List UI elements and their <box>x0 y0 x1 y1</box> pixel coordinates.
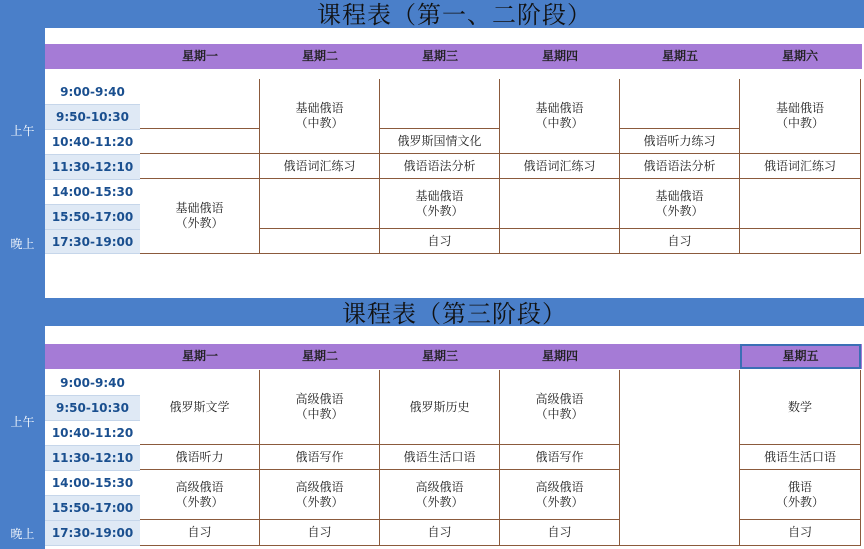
table2-time-3[interactable]: 10:40-11:20 <box>45 421 140 446</box>
course-name: 基础俄语 <box>175 201 224 215</box>
table1-cell[interactable] <box>500 179 620 229</box>
teacher-type: （外教） <box>655 203 704 218</box>
table2-cell-mon-self[interactable]: 自习 <box>140 520 260 546</box>
table2-cell-tue-self[interactable]: 自习 <box>260 520 380 546</box>
course-name: 俄语 <box>787 479 812 494</box>
table1-cell[interactable] <box>260 179 380 229</box>
table1-cell-thu-basic[interactable] <box>500 79 620 154</box>
table2-cell-thu-adv[interactable] <box>500 370 620 445</box>
table2-cell-blank-column[interactable] <box>620 370 740 546</box>
table2-time-4[interactable]: 11:30-12:10 <box>45 446 140 471</box>
table1-cell[interactable] <box>380 79 500 129</box>
teacher-type: （外教） <box>175 216 224 230</box>
table2-cell-tue-adv[interactable] <box>260 370 380 445</box>
morning-label-2: 上午 <box>10 415 35 429</box>
table2-day-fri-selected[interactable]: 星期五 <box>740 344 861 369</box>
table1-time-5[interactable]: 14:00-15:30 <box>45 180 140 205</box>
table2-cell-mon-adv-foreign[interactable] <box>140 470 260 520</box>
table1-time-7[interactable]: 17:30-19:00 <box>45 230 140 254</box>
table1-cell-fri-self[interactable]: 自习 <box>620 229 740 254</box>
table2-cell-fri-math[interactable]: 数学 <box>740 370 861 445</box>
evening-label: 晚上 <box>10 237 35 251</box>
course-name: 高级俄语 <box>295 479 344 494</box>
course-name: 高级俄语 <box>295 392 344 406</box>
teacher-type: （外教） <box>175 494 224 509</box>
table1-day-fri[interactable]: 星期五 <box>661 49 698 63</box>
table2-cell-fri-self[interactable]: 自习 <box>740 520 861 546</box>
table1-cell[interactable] <box>140 154 260 179</box>
table1-cell[interactable] <box>140 129 260 154</box>
teacher-type: （外教） <box>415 203 464 218</box>
table2-time-2[interactable]: 9:50-10:30 <box>45 396 140 421</box>
table2-cell-wed-self[interactable]: 自习 <box>380 520 500 546</box>
table2-cell-mon-lit[interactable]: 俄罗斯文学 <box>140 370 260 445</box>
table2-day-thu[interactable]: 星期四 <box>541 349 578 363</box>
table1-cell-fri-grammar[interactable]: 俄语语法分析 <box>620 154 740 179</box>
table1-cell-wed-basic-foreign[interactable] <box>380 179 500 229</box>
table1-cell-tue-vocab[interactable]: 俄语词汇练习 <box>260 154 380 179</box>
table2-cell-mon-listen[interactable]: 俄语听力 <box>140 445 260 470</box>
table1-cell-fri-basic-foreign[interactable] <box>620 179 740 229</box>
table1-day-mon[interactable]: 星期一 <box>181 49 218 63</box>
table2-cell-fri-oral[interactable]: 俄语生活口语 <box>740 445 861 470</box>
table2-cell-wed-oral[interactable]: 俄语生活口语 <box>380 445 500 470</box>
table1-cell-sat-vocab[interactable]: 俄语词汇练习 <box>740 154 861 179</box>
table1-day-wed[interactable]: 星期三 <box>421 49 458 63</box>
table1-cell[interactable] <box>740 179 861 229</box>
table1-cell[interactable] <box>260 229 380 254</box>
table2-cell-wed-adv-foreign[interactable] <box>380 470 500 520</box>
table1-cell-thu-vocab[interactable]: 俄语词汇练习 <box>500 154 620 179</box>
table1-cell[interactable] <box>140 79 260 129</box>
table1-cell-mon-basic-foreign[interactable] <box>140 179 260 254</box>
teacher-type: （中教） <box>535 407 584 421</box>
table2-day-wed[interactable]: 星期三 <box>421 349 458 363</box>
table2-time-6[interactable]: 15:50-17:00 <box>45 496 140 521</box>
table2-cell-fri-ru-foreign[interactable] <box>740 470 861 520</box>
table1-day-sat[interactable]: 星期六 <box>781 49 818 63</box>
teacher-type: （中教） <box>775 116 824 130</box>
table1-time-6[interactable]: 15:50-17:00 <box>45 205 140 230</box>
table1-cell-wed-culture[interactable]: 俄罗斯国情文化 <box>380 129 500 154</box>
teacher-type: （中教） <box>295 407 344 421</box>
teacher-type: （中教） <box>535 116 584 130</box>
table1-time-3[interactable]: 10:40-11:20 <box>45 130 140 155</box>
table1-time-2[interactable]: 9:50-10:30 <box>45 105 140 130</box>
left-sidebar <box>0 0 45 549</box>
morning-label: 上午 <box>10 124 35 138</box>
table1-cell-wed-grammar[interactable]: 俄语语法分析 <box>380 154 500 179</box>
table2-day-mon[interactable]: 星期一 <box>181 349 218 363</box>
course-name: 基础俄语 <box>535 101 584 115</box>
table1-cell-fri-listening[interactable]: 俄语听力练习 <box>620 129 740 154</box>
table2-cell-tue-adv-foreign[interactable] <box>260 470 380 520</box>
teacher-type: （外教） <box>535 494 584 509</box>
table2-cell-wed-hist[interactable]: 俄罗斯历史 <box>380 370 500 445</box>
table2-cell-thu-write[interactable]: 俄语写作 <box>500 445 620 470</box>
table2-time-7[interactable]: 17:30-19:00 <box>45 521 140 546</box>
table1-time-4[interactable]: 11:30-12:10 <box>45 155 140 180</box>
course-name: 高级俄语 <box>535 479 584 494</box>
table2-time-5[interactable]: 14:00-15:30 <box>45 471 140 496</box>
course-name: 基础俄语 <box>295 101 344 115</box>
table1-day-tue[interactable]: 星期二 <box>301 49 338 63</box>
table1-day-thu[interactable]: 星期四 <box>541 49 578 63</box>
table1-cell[interactable] <box>620 79 740 129</box>
table2-cell-thu-adv-foreign[interactable] <box>500 470 620 520</box>
table1-title: 课程表（第一、二阶段） <box>317 1 592 29</box>
table2-day-tue[interactable]: 星期二 <box>301 349 338 363</box>
table1-cell[interactable] <box>500 229 620 254</box>
course-name: 基础俄语 <box>655 188 704 203</box>
course-name: 高级俄语 <box>415 479 464 494</box>
course-name: 基础俄语 <box>775 101 824 115</box>
table2-time-1[interactable]: 9:00-9:40 <box>45 371 140 396</box>
table1-cell-tue-basic[interactable] <box>260 79 380 154</box>
table1-cell-wed-self[interactable]: 自习 <box>380 229 500 254</box>
table2-title: 课程表（第三阶段） <box>342 300 567 328</box>
course-name: 基础俄语 <box>415 188 464 203</box>
table2-cell-tue-write[interactable]: 俄语写作 <box>260 445 380 470</box>
course-name: 高级俄语 <box>535 392 584 406</box>
table1-cell-sat-basic[interactable] <box>740 79 861 154</box>
table1-time-1[interactable]: 9:00-9:40 <box>45 80 140 105</box>
table2-cell-thu-self[interactable]: 自习 <box>500 520 620 546</box>
teacher-type: （外教） <box>415 494 464 509</box>
teacher-type: （中教） <box>295 116 344 130</box>
teacher-type: （外教） <box>295 494 344 509</box>
table1-cell[interactable] <box>740 229 861 254</box>
course-name: 高级俄语 <box>175 479 224 494</box>
evening-label-2: 晚上 <box>10 527 35 541</box>
teacher-type: （外教） <box>775 494 824 509</box>
